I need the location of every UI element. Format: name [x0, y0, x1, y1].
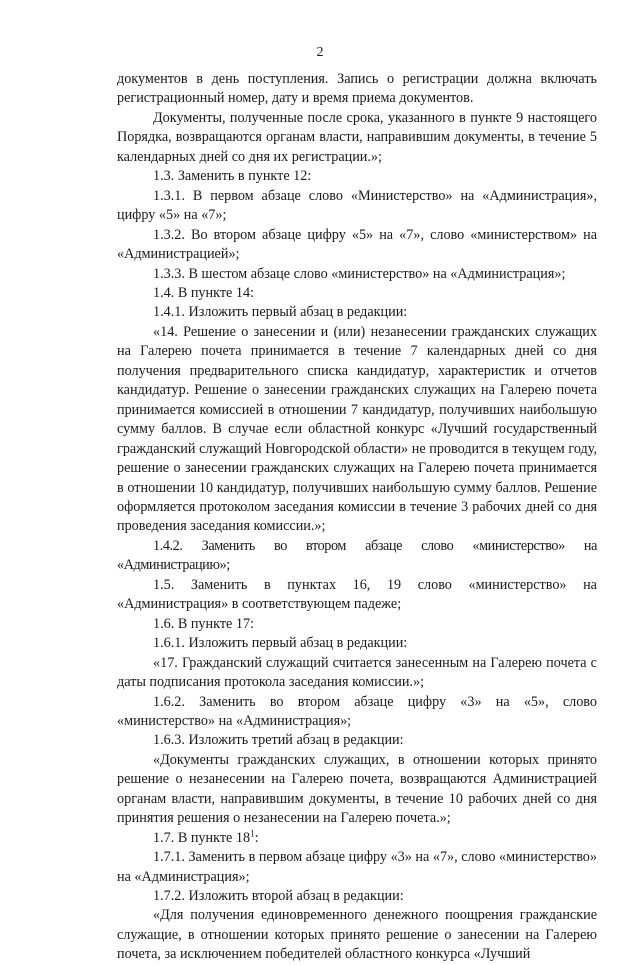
- paragraph-text: 1.6.2. Заменить во втором абзаце цифру «3» на «5», слово «министерство» на «Администрация»;: [117, 693, 597, 729]
- paragraph-text: 1.3.2. Во втором абзаце цифру «5» на «7», слово «министерством» на «Администрацией»;: [117, 226, 597, 263]
- paragraph: [117, 265, 597, 284]
- paragraph-text: 1.7.2. Изложить второй абзац в редакции:: [153, 888, 404, 905]
- paragraph-text: 1.6. В пункте 17:: [153, 615, 254, 632]
- paragraph-text: «Документы гражданских служащих, в отношении которых принято решение о незанесении на Галерею почета, возвращаются Администрацией органам власти, направившим документы, в течение 10 рабочих дней со дня принятия решения о незанесении на Галерею почета.»;: [117, 751, 597, 827]
- superscript: 1: [250, 827, 255, 838]
- paragraph-text: 1.7. В пункте 18: [153, 829, 251, 846]
- paragraph-text: 1.3.1. В первом абзаце слово «Министерство» на «Администрация», цифру «5» на «7»;: [117, 187, 597, 224]
- paragraph: [117, 70, 597, 109]
- paragraph: [117, 829, 597, 848]
- page-number: 2: [316, 45, 324, 60]
- paragraph-text: 1.5. Заменить в пунктах 16, 19 слово «министерство» на «Администрация» в соответствующем падеже;: [117, 576, 597, 613]
- paragraph: [117, 187, 597, 226]
- paragraph: [117, 167, 597, 186]
- paragraph: [117, 693, 597, 732]
- paragraph-text: 1.4.2. Заменить во втором абзаце слово «министерство» на «Администрацию»;: [117, 537, 597, 574]
- paragraph-text: документов в день поступления. Запись о регистрации должна включать регистрационный номер, дату и время приема документов.: [117, 71, 597, 107]
- paragraph-text: «14. Решение о занесении и (или) незанесении гражданских служащих на Галерею почета принимается в течение 7 календарных дней со дня получения предварительного списка кандидатур, характеристик и отчетов кандидатур. Решение о занесении гражданских служащих на Галерею почета принимается комиссией в отношении 7 кандидатур, получивших наибольшую сумму баллов. В случае если областной конкурс «Лучший государственный гражданский служащий Новгородской области» не проводится в текущем году, решение о занесении гражданских служащих на Галерею почета принимается в отношении 10 кандидатур, получивших наибольшую сумму баллов. Решение оформляется протоколом заседания комиссии в течение 3 рабочих дней со дня проведения заседания комиссии.»;: [117, 323, 597, 535]
- paragraph: [117, 537, 597, 576]
- paragraph: [117, 615, 597, 634]
- paragraph-text: 1.7.1. Заменить в первом абзаце цифру «3» на «7», слово «министерство» на «Администрация»;: [117, 849, 597, 885]
- paragraph-text-tail: :: [254, 829, 259, 846]
- paragraph-text: 1.4. В пункте 14:: [153, 284, 254, 301]
- paragraph-text: 1.4.1. Изложить первый абзац в редакции:: [153, 304, 408, 321]
- paragraph-text: «Для получения единовременного денежного поощрения гражданские служащие, в отношении которых принято решение о занесении на Галерею почета, за исключением победителей областного конкурса «Лучший: [117, 907, 597, 963]
- paragraph: [117, 303, 597, 322]
- paragraph: [117, 887, 597, 906]
- paragraph: [117, 109, 597, 167]
- paragraph: [117, 654, 597, 693]
- paragraph-text: 1.6.3. Изложить третий абзац в редакции:: [153, 732, 404, 749]
- paragraph: [117, 226, 597, 265]
- paragraph: [117, 576, 597, 615]
- paragraph: [117, 906, 597, 964]
- paragraph: [117, 731, 597, 750]
- paragraph: [117, 751, 597, 829]
- paragraph: [117, 848, 597, 887]
- paragraph-text: Документы, полученные после срока, указанного в пункте 9 настоящего Порядка, возвращаются органам власти, направившим документы, в течение 5 календарных дней со дня их регистрации.»;: [117, 109, 597, 165]
- paragraph: [117, 284, 597, 303]
- paragraph: [117, 634, 597, 653]
- paragraph-text: 1.3.3. В шестом абзаце слово «министерство» на «Администрация»;: [153, 265, 566, 282]
- paragraph-text: «17. Гражданский служащий считается занесенным на Галерею почета с даты подписания протокола заседания комиссии.»;: [117, 654, 597, 691]
- paragraph: [117, 323, 597, 537]
- paragraph-text: 1.6.1. Изложить первый абзац в редакции:: [153, 635, 408, 652]
- paragraph-text: 1.3. Заменить в пункте 12:: [153, 168, 312, 185]
- document-body: [117, 70, 597, 965]
